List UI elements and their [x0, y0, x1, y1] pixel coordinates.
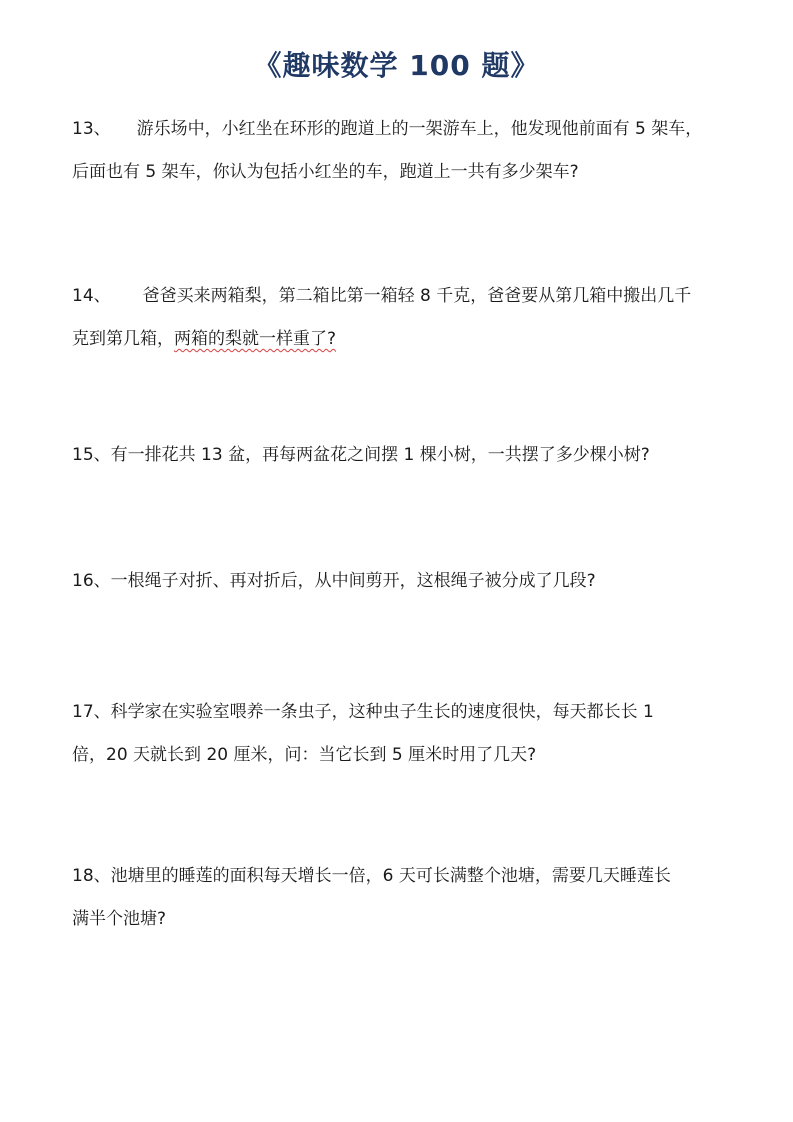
- question-15: [72, 434, 724, 477]
- question-number: 17、: [72, 702, 111, 722]
- question-text: 倍，20 天就长到 20 厘米，问：当它长到 5 厘米时用了几天?: [72, 745, 537, 765]
- question-text: 克到第几箱，: [72, 329, 174, 349]
- question-line: [72, 275, 724, 318]
- question-text: 游乐场中，小红坐在环形的跑道上的一架游车上，他发现他前面有 5 架车，: [136, 119, 703, 139]
- question-line: [72, 734, 724, 777]
- page-title: 《趣味数学 100 题》: [253, 49, 540, 82]
- question-line: [72, 855, 724, 898]
- question-text: 后面也有 5 架车，你认为包括小红坐的车，跑道上一共有多少架车?: [72, 162, 579, 182]
- question-text: 池塘里的睡莲的面积每天增长一倍，6 天可长满整个池塘，需要几天睡莲长: [110, 866, 671, 886]
- question-number: 13、: [72, 119, 111, 139]
- question-line: [72, 108, 724, 151]
- question-line: [72, 434, 724, 477]
- question-line: [72, 151, 724, 194]
- question-text: 有一排花共 13 盆，再每两盆花之间摆 1 棵小树，一共摆了多少棵小树?: [110, 445, 650, 465]
- question-line: [72, 560, 724, 603]
- question-17: [72, 691, 724, 777]
- question-16: [72, 560, 724, 603]
- question-line: [72, 898, 724, 941]
- question-line: [72, 318, 724, 361]
- question-13: [72, 108, 724, 194]
- question-number: 14、: [72, 286, 111, 306]
- question-14: [72, 275, 724, 361]
- question-number: 16、: [72, 571, 111, 591]
- question-18: [72, 855, 724, 941]
- spellcheck-underlined-text: 两箱的梨就一样重了?: [174, 329, 337, 349]
- question-text: 爸爸买来两箱梨，第二箱比第一箱轻 8 千克，爸爸要从第几箱中搬出几千: [142, 286, 692, 306]
- question-number: 15、: [72, 445, 111, 465]
- question-text: 一根绳子对折、再对折后，从中间剪开，这根绳子被分成了几段?: [110, 571, 596, 591]
- question-number: 18、: [72, 866, 111, 886]
- question-text: 满半个池塘?: [72, 909, 167, 929]
- question-line: [72, 691, 724, 734]
- question-text: 科学家在实验室喂养一条虫子，这种虫子生长的速度很快，每天都长长 1: [110, 702, 654, 722]
